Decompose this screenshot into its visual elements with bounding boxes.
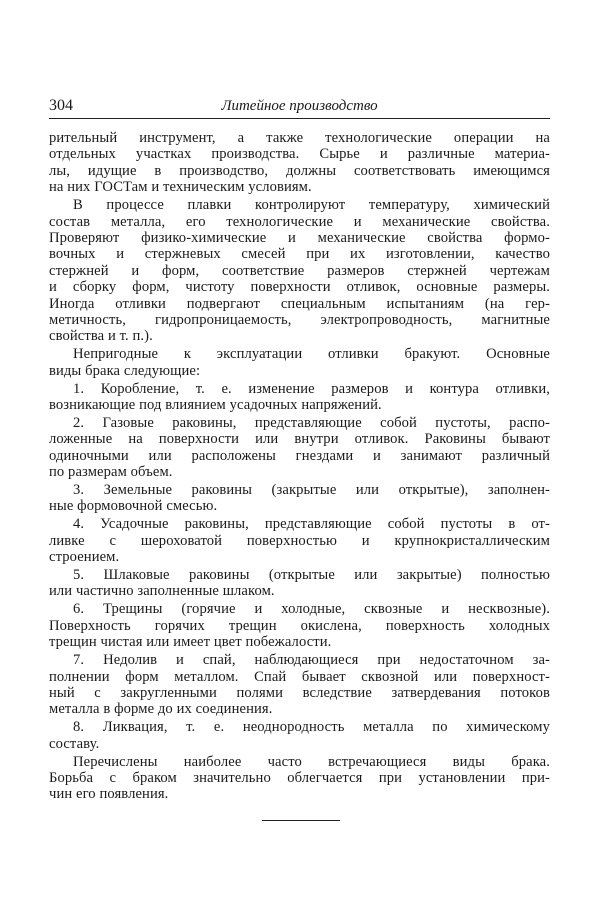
paragraph	[49, 346, 550, 379]
paragraph	[49, 601, 550, 650]
text-line: одиночными или расположены гнездами и занимают различный	[49, 447, 550, 464]
text-line: полнении форм металлом. Спай бывает сквозной или поверхност-	[49, 668, 550, 685]
text-line: 5. Шлаковые раковины (открытые или закрытые) полностью	[73, 567, 550, 584]
text-line: составу.	[49, 735, 100, 752]
text-line: ные формовочной смесью.	[49, 498, 218, 515]
paragraph	[49, 567, 550, 600]
text-line: ложенные на поверхности или внутри отливок. Раковины бывают	[49, 431, 550, 448]
text-line: по размерам объем.	[49, 464, 173, 481]
paragraph	[49, 415, 550, 481]
paragraph	[49, 130, 550, 196]
text-line: 1. Коробление, т. е. изменение размеров и контура отливки,	[73, 380, 550, 397]
text-line: на них ГОСТам и техническим условиям.	[49, 179, 312, 196]
text-line: 6. Трещины (горячие и холодные, сквозные и несквозные).	[73, 601, 550, 618]
text-line: Поверхность горячих трещин окислена, поверхность холодных	[49, 617, 550, 634]
paragraph	[49, 381, 550, 414]
text-line: В процессе плавки контролируют температуру, химический	[73, 197, 550, 214]
paragraph	[49, 482, 550, 515]
body-text	[49, 130, 550, 804]
text-line: 3. Земельные раковины (закрытые или открытые), заполнен-	[73, 482, 550, 499]
text-line: и сборку форм, чистоту поверхности отливок, основные размеры.	[49, 279, 550, 296]
running-title: Литейное производство	[221, 98, 378, 114]
text-line: чин его появления.	[49, 786, 169, 803]
text-line: виды брака следующие:	[49, 362, 201, 379]
paragraph	[49, 516, 550, 565]
text-line: свойства и т. п.).	[49, 328, 153, 345]
page-number: 304	[49, 97, 73, 114]
end-of-section-rule	[262, 820, 340, 821]
text-line: состав металла, его технологические и механические свойства.	[49, 213, 550, 230]
text-line: Перечислены наиболее часто встречающиеся виды брака.	[73, 753, 550, 770]
text-line: Борьба с браком значительно облегчается при установлении при-	[49, 769, 550, 786]
text-line: возникающие под влиянием усадочных напряжений.	[49, 397, 382, 413]
text-line: стержней и форм, соответствие размеров стержней чертежам	[49, 262, 550, 279]
text-line: металла в форме до их соединения.	[49, 701, 273, 718]
text-line: рительный инструмент, а также технологические операции на	[49, 130, 550, 146]
text-line: ливке с шероховатой поверхностью и крупнокристаллическим	[49, 532, 550, 549]
paragraph	[49, 652, 550, 718]
page-header	[49, 96, 550, 118]
paragraph	[49, 754, 550, 803]
text-line: 2. Газовые раковины, представляющие собой пустоты, распо-	[73, 414, 550, 431]
text-line: ный с закругленными полями вследствие затвердевания потоков	[49, 684, 550, 701]
text-line: 4. Усадочные раковины, представляющие собой пустоты в от-	[73, 516, 550, 533]
paragraph	[49, 197, 550, 345]
text-line: 8. Ликвация, т. е. неоднородность металла по химическому	[73, 719, 550, 736]
text-line: или частично заполненные шлаком.	[49, 583, 275, 600]
text-line: Иногда отливки подвергают специальным испытаниям (на гер-	[49, 295, 550, 312]
text-line: отдельных участках производства. Сырье и различные материа-	[49, 146, 550, 163]
text-line: 7. Недолив и спай, наблюдающиеся при недостаточном за-	[73, 652, 550, 669]
text-line: Проверяют физико-химические и механические свойства формо-	[49, 229, 550, 246]
header-rule	[49, 118, 550, 119]
text-line: Непригодные к эксплуатации отливки бракуют. Основные	[73, 346, 550, 363]
text-line: строением.	[49, 549, 120, 566]
text-line: трещин чистая или имеет цвет побежалости.	[49, 634, 332, 651]
text-line: лы, идущие в производство, должны соответствовать имеющимся	[49, 162, 550, 179]
text-line: метичность, гидропроницаемость, электропроводность, магнитные	[49, 311, 550, 328]
paragraph	[49, 719, 550, 752]
text-line: вочных и стержневых смесей при их изготовлении, качество	[49, 246, 550, 263]
